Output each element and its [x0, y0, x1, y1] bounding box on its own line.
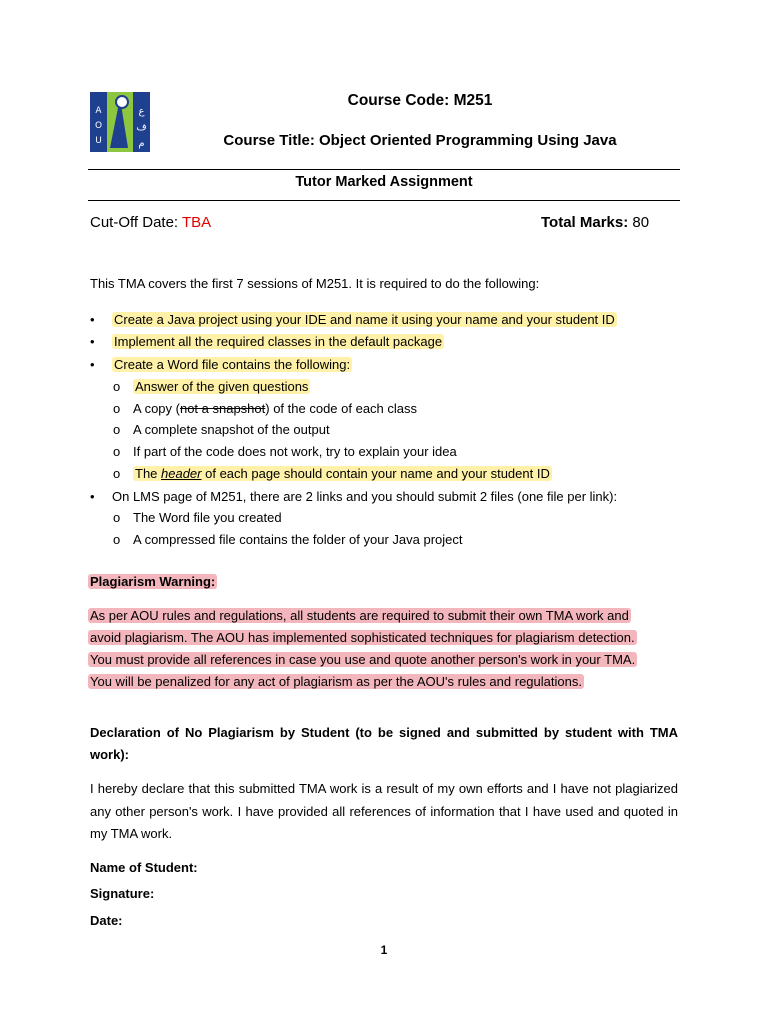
- list-item: [90, 312, 617, 327]
- intro-text: This TMA covers the first 7 sessions of M251. It is required to do the following:: [90, 276, 540, 291]
- plagiarism-line: You must provide all references in case you use and quote another person's work in your TMA.: [90, 652, 636, 667]
- bullet-text: On LMS page of M251, there are 2 links and you should submit 2 files (one file per link):: [112, 489, 618, 504]
- plagiarism-warning-body: [88, 608, 682, 696]
- sub-bullet-text: A compressed file contains the folder of your Java project: [133, 532, 463, 547]
- text-part: of each page should contain your name and your student ID: [201, 466, 550, 481]
- emphasized-header-word: header: [161, 466, 202, 481]
- assignment-title: Tutor Marked Assignment: [295, 174, 473, 190]
- strikethrough-text: not a snapshot: [179, 401, 266, 416]
- svg-text:م: م: [138, 138, 145, 149]
- sub-bullet-text: If part of the code does not work, try to explain your idea: [133, 444, 457, 459]
- sub-list-item: [113, 379, 310, 394]
- svg-text:O: O: [94, 121, 103, 131]
- sub-list-item: [113, 532, 463, 547]
- circle-bullet-icon: o: [113, 444, 121, 459]
- svg-text:ف: ف: [136, 122, 147, 133]
- circle-bullet-icon: o: [113, 401, 121, 416]
- course-code: Course Code: M251: [347, 92, 493, 109]
- plagiarism-line: avoid plagiarism. The AOU has implemented sophisticated techniques for plagiarism detection.: [90, 630, 635, 645]
- course-title: Course Title: Object Oriented Programming Using Java: [223, 132, 617, 149]
- sub-list-item: [113, 466, 552, 481]
- bullet-text: Implement all the required classes in the default package: [114, 334, 443, 349]
- sub-bullet-text: A complete snapshot of the output: [133, 422, 330, 437]
- student-name-label: Name of Student:: [90, 860, 198, 875]
- svg-text:U: U: [95, 136, 102, 146]
- bullet-icon: •: [90, 334, 95, 349]
- sub-list-item: [113, 444, 457, 459]
- text-part: The: [135, 466, 162, 481]
- list-item: [90, 334, 444, 349]
- sub-bullet-text: The Word file you created: [133, 510, 282, 525]
- circle-bullet-icon: o: [113, 532, 121, 547]
- list-item: [90, 489, 617, 504]
- sub-list-item: [113, 510, 282, 525]
- circle-bullet-icon: o: [113, 379, 121, 394]
- page-number: 1: [380, 943, 388, 957]
- total-label: Total Marks:: [541, 214, 633, 231]
- signature-label: Signature:: [90, 886, 155, 901]
- plagiarism-line: As per AOU rules and regulations, all students are required to submit their own TMA work and: [90, 608, 629, 623]
- plagiarism-title-text: Plagiarism Warning:: [90, 574, 216, 589]
- bullet-icon: •: [90, 357, 95, 372]
- total-marks: [541, 214, 649, 231]
- divider-bottom: [88, 200, 680, 201]
- sub-bullet-text: [133, 466, 552, 481]
- declaration-body: I hereby declare that this submitted TMA work is a result of my own efforts and I have not plagiarized any other person's work. I have provided all references of information that I have used and quoted in my TMA work.: [90, 781, 678, 841]
- svg-text:ع: ع: [138, 106, 145, 117]
- sub-bullet-text: A copy (: [133, 401, 180, 416]
- svg-text:A: A: [95, 106, 102, 116]
- list-item: [90, 357, 352, 372]
- bullet-text: Create a Java project using your IDE and name it using your name and your student ID: [114, 312, 615, 327]
- circle-bullet-icon: o: [113, 466, 121, 481]
- circle-bullet-icon: o: [113, 422, 121, 437]
- date-label: Date:: [90, 913, 123, 928]
- sub-list-item: [113, 401, 417, 416]
- total-value: 80: [632, 214, 650, 231]
- plagiarism-warning-title: [88, 574, 217, 589]
- divider-top: [88, 169, 680, 170]
- bullet-icon: •: [90, 489, 95, 504]
- declaration-title: Declaration of No Plagiarism by Student (to be signed and submitted by student with TMA work):: [90, 725, 678, 762]
- plagiarism-line: You will be penalized for any act of plagiarism as per the AOU's rules and regulations.: [90, 674, 582, 689]
- bullet-icon: •: [90, 312, 95, 327]
- cutoff-label: Cut-Off Date:: [90, 214, 182, 231]
- circle-bullet-icon: o: [113, 510, 121, 525]
- cutoff-value: TBA: [182, 214, 212, 231]
- sub-list-item: [113, 422, 330, 437]
- bullet-text: Create a Word file contains the following:: [114, 357, 351, 372]
- sub-bullet-text: Answer of the given questions: [135, 379, 309, 394]
- cutoff-date: [90, 214, 211, 231]
- sub-bullet-text-end: ) of the code of each class: [265, 401, 418, 416]
